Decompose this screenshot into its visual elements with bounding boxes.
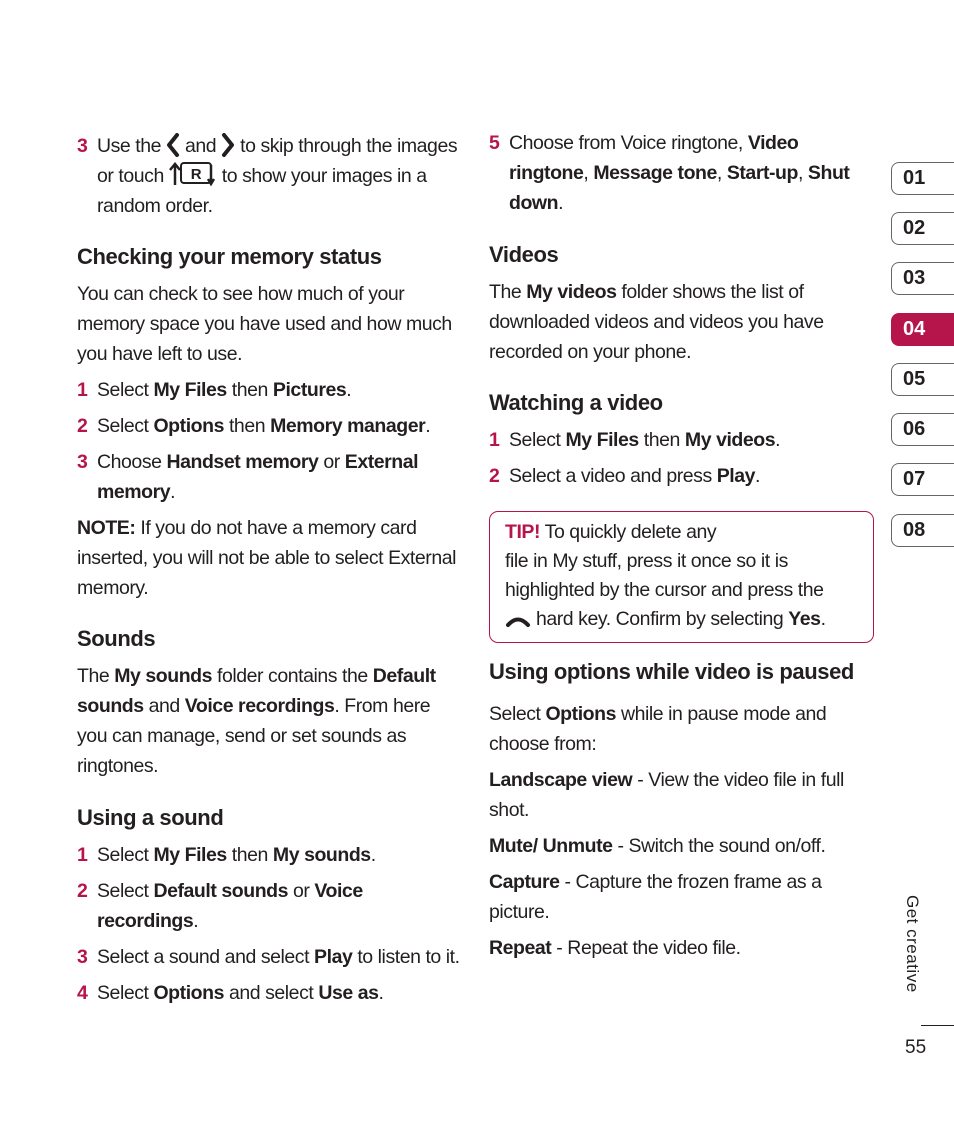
step-number: 2 <box>489 465 500 487</box>
step-number: 1 <box>77 379 88 401</box>
chapter-tab-04[interactable]: 04 <box>891 313 954 346</box>
tip-box: TIP! To quickly delete any file in My stuff, press it once so it is highlighted by the cursor and press the hard key. Confirm by selecting Yes. <box>489 511 874 643</box>
clear-key-icon <box>505 612 531 630</box>
section-heading: Videos <box>489 242 559 267</box>
chapter-tab-02[interactable]: 02 <box>891 212 954 245</box>
list-item: 1 Select My Files then My videos. <box>489 425 874 455</box>
paragraph: The My sounds folder contains the Default sounds and Voice recordings. From here you can manage, send or set sounds as ringtones. <box>77 665 436 777</box>
step-number: 4 <box>77 982 88 1004</box>
step-number: 3 <box>77 451 88 473</box>
list-item: 3 Choose Handset memory or External memory. <box>77 447 462 507</box>
paragraph: You can check to see how much of your memory space you have used and how much you have left to use. <box>77 283 452 365</box>
chapter-tab-03[interactable]: 03 <box>891 262 954 295</box>
chapter-tab-08[interactable]: 08 <box>891 514 954 547</box>
list-item: 3 Select a sound and select Play to listen to it. <box>77 942 462 972</box>
section-heading: Using a sound <box>77 805 224 830</box>
step-number: 5 <box>489 132 500 154</box>
chapter-tab-06[interactable]: 06 <box>891 413 954 446</box>
chapter-tab-01[interactable]: 01 <box>891 162 954 195</box>
chapter-tab-07[interactable]: 07 <box>891 463 954 496</box>
chevron-right-icon <box>221 133 235 157</box>
chevron-left-icon <box>166 133 180 157</box>
list-item: 2 Select a video and press Play. <box>489 461 874 491</box>
side-caption: Get creative <box>903 895 922 993</box>
option-item: Landscape view - View the video file in full shot. <box>489 769 844 821</box>
option-item: Mute/ Unmute - Switch the sound on/off. <box>489 835 826 857</box>
step-number: 3 <box>77 946 88 968</box>
list-item: 1 Select My Files then Pictures. <box>77 375 462 405</box>
step-number: 2 <box>77 415 88 437</box>
list-item: 1 Select My Files then My sounds. <box>77 840 462 870</box>
random-r-key-icon <box>169 161 217 187</box>
note: NOTE: If you do not have a memory card inserted, you will not be able to select External memory. <box>77 517 457 599</box>
section-heading: Sounds <box>77 626 156 651</box>
paragraph: The My videos folder shows the list of downloaded videos and videos you have recorded on your phone. <box>489 281 824 363</box>
step-number: 1 <box>489 429 500 451</box>
note-label: NOTE: <box>77 517 136 539</box>
list-item: 2 Select Default sounds or Voice recordings. <box>77 876 462 936</box>
divider <box>921 1025 954 1026</box>
section-heading: Checking your memory status <box>77 244 382 269</box>
list-item: 2 Select Options then Memory manager. <box>77 411 462 441</box>
step-number: 1 <box>77 844 88 866</box>
section-heading: Using options while video is paused <box>489 659 854 684</box>
svg-text:R: R <box>190 166 202 183</box>
tip-label: TIP! <box>505 521 541 543</box>
right-column <box>489 128 874 963</box>
list-item: 5 Choose from Voice ringtone, Video ringtone, Message tone, Start-up, Shut down. <box>489 128 874 218</box>
list-item: 4 Select Options and select Use as. <box>77 978 462 1008</box>
page-number: 55 <box>905 1037 927 1058</box>
chapter-tab-05[interactable]: 05 <box>891 363 954 396</box>
list-item: 3 Use the and to skip through the images or touch R to show your images in a random order. <box>77 131 462 221</box>
option-item: Capture - Capture the frozen frame as a picture. <box>489 871 822 923</box>
step-number: 3 <box>77 135 88 157</box>
section-heading: Watching a video <box>489 390 663 415</box>
option-item: Repeat - Repeat the video file. <box>489 937 741 959</box>
left-column <box>77 131 462 1008</box>
step-number: 2 <box>77 880 88 902</box>
paragraph: Select Options while in pause mode and choose from: <box>489 703 827 755</box>
